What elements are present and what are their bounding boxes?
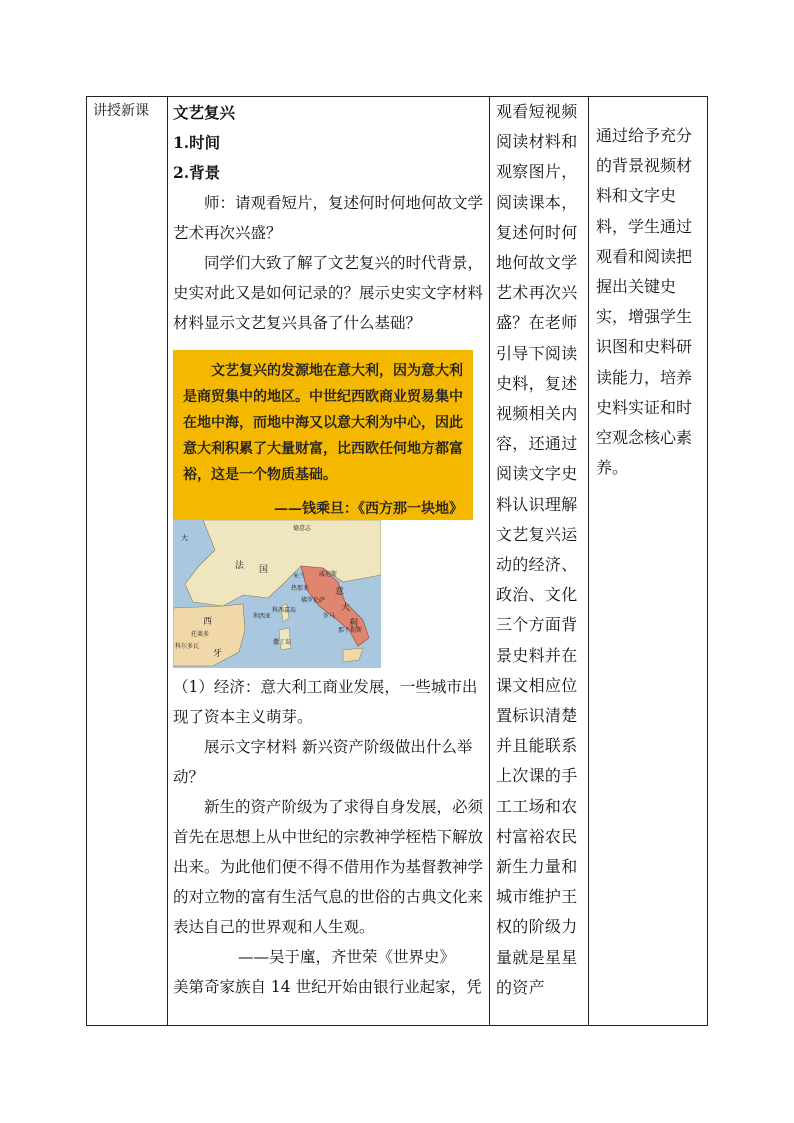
lesson-plan-table [86,96,708,1026]
teacher-question: 师：请观看短片，复述何时何地何故文学艺术再次兴盛？ [173,194,484,242]
map-label-naples: 那不勒斯 [338,627,363,634]
italy-map [173,520,381,668]
map-label-ya: 牙 [213,649,223,659]
table-row [87,97,708,1026]
map-label-top: 德意志 [293,525,312,532]
map-label-da: 大 [341,603,351,613]
map-label-li: 利 [349,619,359,629]
quote-source: ——钱乘旦：《西方那一块地》 [274,501,463,517]
material-prompt: 同学们大致了解了文艺复兴的时代背景，史实对此又是如何记录的？展示史实文字材料材料显示文艺复兴具备了什么基础？ [173,254,484,332]
map-label-rome: 罗马 [323,613,336,620]
map-label-milan: 米兰 [293,573,306,580]
map-label-west: 利西亚 [253,613,272,620]
design-intent-cell [589,97,708,1026]
map-label-corsica: 科西嘉岛 [272,607,297,614]
medici-text: 美第奇家族自 14 世纪开始由银行业起家，凭 [173,978,482,996]
teaching-content-cell [168,97,490,1026]
map-label-yi: 意 [335,587,345,597]
map-label-florence: 佛罗伦萨 [301,597,326,604]
bourgeoisie-source: ——吴于廑，齐世荣《世界史》 [237,948,455,966]
economy-point: （1）经济：意大利工商业发展，一些城市出现了资本主义萌芽。 [173,678,478,726]
student-activity: 观看短视频阅读材料和观察图片，阅读课本，复述何时何地何故文学艺术再次兴盛？在老师引导下阅读史料，复述视频相关内容，还通过阅读文字史料认识理解文艺复兴运动的经济、政治、文化三个方面背景史料并在课文相应位置标识清楚并且能联系上次课的手工工场和农村富裕农民新生力量和城市维护王权的阶级力量就是星星的资产 [496,102,578,997]
map-label-tai: 大 [181,534,188,542]
quote-text: 文艺复兴的发源地在意大利，因为意大利是商贸集中的地区。中世纪西欧商业贸易集中在地中海，而地中海又以意大利为中心，因此意大利积累了大量财富，比西欧任何地方都富裕，这是一个物质基础。 [183,363,463,483]
teaching-content [168,97,489,1002]
quote-box [173,350,473,520]
map-label-genoa: 热那亚 [291,585,310,592]
row-label-cell [87,97,168,1026]
map-label-sardinia: 撒丁岛 [273,639,292,646]
map-label-guo: 国 [259,565,269,575]
student-activity-cell [490,97,589,1026]
item-background: 2.背景 [173,163,221,182]
map-label-tuoledo: 托莱多 [191,631,210,638]
section-heading: 文艺复兴 [173,103,236,122]
row-label: 讲授新课 [93,103,149,119]
map-label-xi: 西 [203,617,213,627]
bourgeoisie-quote: 新生的资产阶级为了求得自身发展，必须首先在思想上从中世纪的宗教神学桎梏下解放出来。为此他们便不得不借用作为基督教神学的对立物的富有生活气息的世俗的古典文化来表达自己的世界观和人生观。 [173,798,484,936]
bourgeoisie-question: 展示文字材料 新兴资产阶级做出什么举动？ [173,738,473,786]
map-label-venice: 威尼斯 [319,571,338,578]
design-intent: 通过给予充分的背景视频材料和文字史料，学生通过观看和阅读把握出关键史实，增强学生识图和史料研读能力，培养史料实证和时空观念核心素养。 [596,126,693,478]
item-time: 1.时间 [173,133,221,152]
map-label-fr: 法 [235,561,245,571]
map-label-cordoba: 科尔多瓦 [175,643,200,650]
